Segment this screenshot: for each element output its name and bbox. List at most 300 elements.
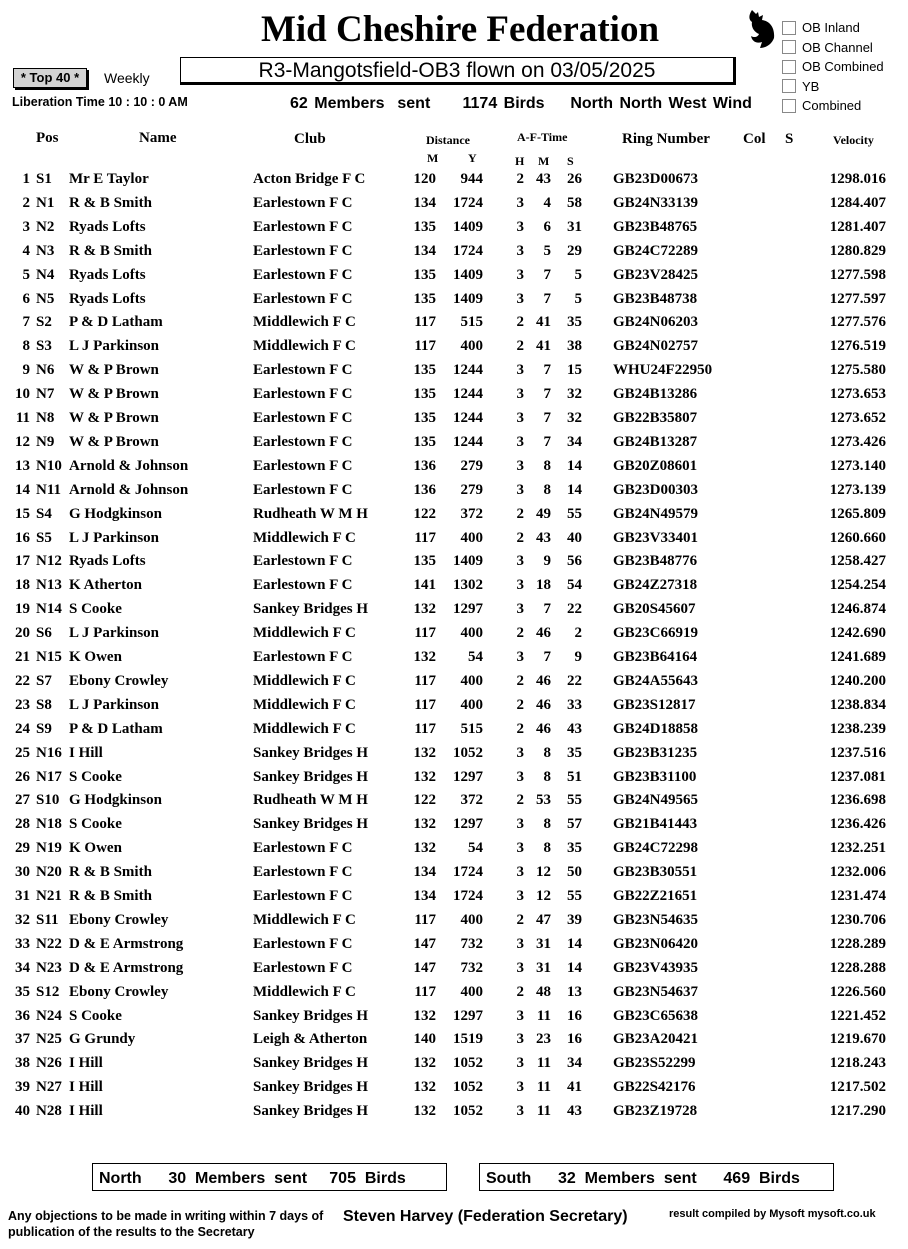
cell-pos: 8	[22, 338, 30, 355]
cell-seconds: 40	[567, 529, 582, 546]
table-row	[0, 697, 908, 721]
cell-dist-m: 117	[414, 720, 436, 737]
checkbox-ob-channel[interactable]	[782, 38, 884, 58]
cell-club: Earlestown F C	[253, 577, 353, 594]
cell-dist-m: 117	[414, 529, 436, 546]
cell-dist-y: 400	[460, 625, 483, 642]
checkbox-label: YB	[802, 78, 820, 94]
cell-velocity: 1284.407	[829, 194, 886, 211]
table-row	[0, 936, 908, 960]
cell-club: Earlestown F C	[253, 194, 353, 211]
cell-hours: 3	[516, 410, 524, 426]
period-label: Weekly	[104, 70, 150, 86]
cell-hours: 2	[516, 505, 524, 522]
cell-section: N19	[36, 840, 62, 857]
cell-ring: GB23B30551	[613, 864, 698, 881]
cell-dist-y: 1409	[453, 553, 483, 570]
cell-ring: GB23S52299	[613, 1055, 696, 1072]
checkbox-combined[interactable]	[782, 96, 884, 116]
cell-minutes: 8	[543, 481, 551, 498]
cell-club: Sankey Bridges H	[253, 1079, 369, 1096]
checkbox-ob-inland[interactable]	[782, 18, 884, 38]
cell-club: Earlestown F C	[253, 410, 353, 426]
cell-pos: 23	[15, 696, 30, 713]
cell-section: S7	[36, 672, 52, 689]
cell-dist-m: 120	[413, 171, 436, 187]
cell-name: K Owen	[69, 649, 122, 665]
cell-seconds: 43	[567, 1103, 582, 1120]
cell-dist-y: 400	[460, 672, 483, 689]
checkbox-box[interactable]	[782, 79, 796, 93]
cell-name: Arnold & Johnson	[69, 481, 189, 498]
cell-hours: 2	[516, 672, 524, 689]
cell-name: R & B Smith	[69, 194, 152, 211]
checkbox-box[interactable]	[782, 40, 796, 54]
col-aftime-header: A-F-Time	[517, 130, 568, 144]
cell-ring: GB23V28425	[613, 266, 699, 283]
cell-dist-m: 136	[413, 481, 436, 498]
cell-pos: 14	[15, 481, 30, 498]
cell-name: L J Parkinson	[69, 696, 160, 713]
cell-pos: 27	[15, 792, 30, 809]
cell-minutes: 46	[536, 625, 551, 642]
cell-hours: 3	[516, 290, 524, 307]
cell-dist-y: 732	[460, 959, 483, 976]
table-row	[0, 721, 908, 745]
cell-minutes: 11	[536, 1079, 551, 1096]
cell-name: I Hill	[69, 744, 103, 761]
cell-dist-y: 1297	[453, 1007, 483, 1024]
cell-name: R & B Smith	[69, 864, 152, 881]
cell-dist-y: 372	[460, 505, 483, 522]
table-row	[0, 649, 908, 673]
cell-section: S1	[36, 171, 52, 187]
table-row	[0, 1055, 908, 1079]
cell-name: D & E Armstrong	[69, 959, 184, 976]
cell-velocity: 1273.140	[829, 457, 886, 474]
cell-dist-m: 140	[413, 1031, 436, 1048]
cell-seconds: 54	[567, 577, 582, 594]
cell-dist-y: 1724	[453, 888, 483, 904]
race-title: R3-Mangotsfield-OB3 flown on 03/05/2025	[180, 57, 736, 85]
table-row	[0, 816, 908, 840]
cell-club: Sankey Bridges H	[253, 768, 369, 785]
cell-dist-y: 1409	[453, 290, 483, 307]
cell-velocity: 1277.597	[829, 290, 886, 307]
cell-dist-y: 400	[460, 338, 483, 355]
table-row	[0, 1103, 908, 1127]
table-row	[0, 458, 908, 482]
col-pos-header: Pos	[36, 130, 59, 146]
col-dist-m-header: M	[427, 151, 439, 165]
cell-ring: GB24B13287	[613, 433, 698, 450]
checkbox-box[interactable]	[782, 99, 796, 113]
cell-seconds: 33	[567, 696, 582, 713]
cell-name: K Atherton	[69, 577, 142, 594]
cell-ring: GB22B35807	[613, 410, 698, 426]
cell-name: L J Parkinson	[69, 625, 160, 642]
cell-hours: 3	[516, 935, 524, 952]
cell-dist-m: 136	[413, 457, 436, 474]
cell-club: Sankey Bridges H	[253, 1007, 369, 1024]
cell-ring: GB23B48776	[613, 553, 698, 570]
cell-name: L J Parkinson	[69, 338, 160, 355]
cell-hours: 3	[516, 266, 524, 283]
cell-velocity: 1275.580	[829, 362, 886, 379]
table-row	[0, 960, 908, 984]
cell-ring: GB23V43935	[613, 959, 699, 976]
cell-name: Ryads Lofts	[69, 553, 146, 570]
cell-hours: 2	[516, 720, 524, 737]
cell-pos: 10	[15, 386, 30, 403]
cell-club: Leigh & Atherton	[253, 1031, 368, 1048]
race-summary: 62 Members sent 1174 Birds North North West Wind	[290, 95, 752, 112]
cell-ring: GB23B31100	[613, 768, 697, 785]
table-row	[0, 769, 908, 793]
cell-ring: GB24N49579	[613, 505, 699, 522]
cell-pos: 38	[15, 1055, 30, 1072]
cell-section: N28	[36, 1103, 62, 1120]
cell-name: I Hill	[69, 1103, 103, 1120]
cell-dist-y: 1297	[453, 816, 483, 833]
cell-velocity: 1260.660	[829, 529, 886, 546]
cell-velocity: 1298.016	[829, 171, 886, 187]
objections-note: Any objections to be made in writing within 7 days of publication of the results to the Secretary	[8, 1209, 324, 1239]
cell-minutes: 43	[536, 171, 551, 187]
cell-pos: 25	[15, 744, 30, 761]
cell-dist-m: 134	[413, 888, 436, 904]
cell-pos: 30	[15, 864, 30, 881]
cell-dist-y: 1409	[453, 266, 483, 283]
table-row	[0, 601, 908, 625]
cell-minutes: 41	[536, 338, 551, 355]
table-row	[0, 506, 908, 530]
cell-dist-m: 117	[414, 672, 436, 689]
table-row	[0, 338, 908, 362]
cell-section: S6	[36, 625, 52, 642]
cell-section: N17	[36, 768, 62, 785]
cell-velocity: 1218.243	[829, 1055, 886, 1072]
cell-ring: GB24N49565	[613, 792, 699, 809]
cell-velocity: 1241.689	[829, 649, 886, 665]
cell-seconds: 26	[567, 171, 582, 187]
cell-dist-y: 732	[460, 935, 483, 952]
cell-hours: 3	[516, 888, 524, 904]
cell-velocity: 1240.200	[829, 672, 886, 689]
cell-seconds: 57	[567, 816, 582, 833]
cell-minutes: 46	[536, 672, 551, 689]
liberation-time: Liberation Time 10 : 10 : 0 AM	[12, 95, 188, 109]
cell-dist-y: 1724	[453, 194, 483, 211]
cell-hours: 3	[516, 362, 524, 379]
table-row	[0, 267, 908, 291]
cell-name: G Hodgkinson	[69, 792, 162, 809]
cell-ring: GB24D18858	[613, 720, 699, 737]
cell-dist-y: 400	[460, 983, 483, 1000]
cell-minutes: 43	[536, 529, 551, 546]
cell-velocity: 1242.690	[829, 625, 886, 642]
checkbox-ob-combined[interactable]	[782, 57, 884, 77]
cell-minutes: 46	[536, 720, 551, 737]
cell-velocity: 1246.874	[829, 601, 886, 618]
cell-seconds: 35	[567, 744, 582, 761]
cell-hours: 3	[516, 218, 524, 235]
cell-pos: 12	[15, 433, 30, 450]
cell-ring: GB24N33139	[613, 194, 699, 211]
secretary-name: Steven Harvey (Federation Secretary)	[343, 1208, 628, 1225]
cell-ring: GB24N06203	[613, 314, 699, 331]
cell-club: Sankey Bridges H	[253, 816, 369, 833]
cell-dist-y: 279	[460, 457, 483, 474]
table-row	[0, 482, 908, 506]
cell-seconds: 16	[567, 1031, 582, 1048]
checkbox-label: OB Combined	[802, 59, 884, 75]
col-s-header: S	[567, 154, 574, 168]
cell-velocity: 1221.452	[829, 1007, 886, 1024]
cell-dist-m: 147	[413, 959, 436, 976]
cell-dist-y: 515	[460, 314, 483, 331]
race-type-checkboxes	[782, 18, 884, 116]
cell-dist-y: 1519	[453, 1031, 483, 1048]
cell-club: Earlestown F C	[253, 481, 353, 498]
cell-hours: 2	[516, 171, 524, 187]
cell-dist-y: 1244	[453, 433, 483, 450]
cell-hours: 2	[516, 338, 524, 355]
table-row	[0, 219, 908, 243]
cell-ring: GB23V33401	[613, 529, 699, 546]
cell-seconds: 29	[567, 242, 582, 259]
cell-section: N15	[36, 649, 62, 665]
cell-minutes: 5	[543, 242, 551, 259]
cell-hours: 3	[516, 864, 524, 881]
cell-velocity: 1280.829	[829, 242, 886, 259]
cell-pos: 1	[22, 171, 30, 187]
cell-seconds: 34	[567, 1055, 582, 1072]
cell-club: Rudheath W M H	[253, 792, 368, 809]
checkbox-box[interactable]	[782, 21, 796, 35]
cell-section: N16	[36, 744, 62, 761]
cell-minutes: 48	[536, 983, 551, 1000]
cell-dist-y: 515	[460, 720, 483, 737]
cell-pos: 35	[15, 983, 30, 1000]
cell-velocity: 1277.576	[829, 314, 886, 331]
cell-pos: 2	[22, 194, 30, 211]
cell-name: I Hill	[69, 1079, 103, 1096]
cell-section: N27	[36, 1079, 62, 1096]
cell-pos: 13	[15, 457, 30, 474]
cell-section: N18	[36, 816, 62, 833]
cell-hours: 3	[516, 242, 524, 259]
cell-seconds: 55	[567, 792, 582, 809]
cell-velocity: 1265.809	[829, 505, 886, 522]
cell-dist-y: 944	[460, 171, 483, 187]
cell-name: W & P Brown	[69, 386, 159, 403]
cell-minutes: 31	[536, 959, 551, 976]
cell-seconds: 14	[567, 481, 582, 498]
cell-seconds: 50	[567, 864, 582, 881]
cell-pos: 9	[22, 362, 30, 379]
cell-ring: GB24Z27318	[613, 577, 698, 594]
cell-seconds: 43	[567, 720, 582, 737]
cell-seconds: 5	[574, 266, 582, 283]
cell-minutes: 47	[536, 911, 551, 928]
cell-name: S Cooke	[69, 816, 122, 833]
cell-hours: 3	[516, 744, 524, 761]
cell-seconds: 38	[567, 338, 582, 355]
cell-club: Middlewich F C	[253, 983, 356, 1000]
cell-club: Earlestown F C	[253, 935, 353, 952]
cell-section: N13	[36, 577, 62, 594]
cell-ring: GB24A55643	[613, 672, 699, 689]
cell-minutes: 7	[543, 433, 551, 450]
cell-dist-m: 135	[413, 433, 436, 450]
cell-pos: 39	[15, 1079, 30, 1096]
cell-club: Sankey Bridges H	[253, 1055, 369, 1072]
cell-club: Middlewich F C	[253, 696, 356, 713]
cell-ring: GB23N54637	[613, 983, 699, 1000]
cell-minutes: 8	[543, 816, 551, 833]
cell-club: Sankey Bridges H	[253, 1103, 369, 1120]
bird-logo-icon	[744, 8, 778, 50]
cell-velocity: 1258.427	[829, 553, 886, 570]
cell-seconds: 55	[567, 505, 582, 522]
checkbox-yb[interactable]	[782, 77, 884, 97]
cell-dist-m: 132	[413, 601, 436, 618]
table-row	[0, 530, 908, 554]
cell-dist-y: 1302	[453, 577, 483, 594]
cell-name: W & P Brown	[69, 410, 159, 426]
cell-minutes: 49	[536, 505, 551, 522]
cell-name: P & D Latham	[69, 314, 163, 331]
cell-minutes: 8	[543, 744, 551, 761]
cell-ring: GB23D00673	[613, 171, 699, 187]
cell-club: Sankey Bridges H	[253, 601, 369, 618]
table-row	[0, 792, 908, 816]
cell-dist-m: 117	[414, 625, 436, 642]
cell-seconds: 14	[567, 959, 582, 976]
cell-club: Middlewich F C	[253, 338, 356, 355]
cell-pos: 17	[15, 553, 30, 570]
table-row	[0, 840, 908, 864]
cell-hours: 3	[516, 577, 524, 594]
table-row	[0, 577, 908, 601]
cell-dist-y: 400	[460, 529, 483, 546]
cell-dist-y: 1244	[453, 386, 483, 403]
cell-section: N26	[36, 1055, 62, 1072]
cell-section: S9	[36, 720, 52, 737]
cell-section: N21	[36, 888, 62, 904]
cell-minutes: 6	[543, 218, 551, 235]
cell-club: Earlestown F C	[253, 362, 353, 379]
table-row	[0, 888, 908, 912]
cell-name: Ryads Lofts	[69, 290, 146, 307]
cell-club: Earlestown F C	[253, 218, 353, 235]
cell-club: Earlestown F C	[253, 649, 353, 665]
cell-name: R & B Smith	[69, 888, 152, 904]
cell-section: N8	[36, 410, 55, 426]
cell-seconds: 34	[567, 433, 582, 450]
cell-section: N6	[36, 362, 55, 379]
cell-velocity: 1237.516	[829, 744, 886, 761]
cell-name: Ryads Lofts	[69, 218, 146, 235]
cell-dist-m: 135	[413, 290, 436, 307]
cell-dist-y: 279	[460, 481, 483, 498]
table-row	[0, 864, 908, 888]
cell-pos: 16	[15, 529, 30, 546]
cell-velocity: 1236.698	[829, 792, 886, 809]
cell-dist-y: 400	[460, 696, 483, 713]
cell-velocity: 1236.426	[829, 816, 886, 833]
cell-hours: 3	[516, 601, 524, 618]
cell-seconds: 5	[574, 290, 582, 307]
cell-ring: GB23B64164	[613, 649, 698, 665]
cell-seconds: 14	[567, 457, 582, 474]
cell-hours: 3	[516, 768, 524, 785]
cell-seconds: 51	[567, 768, 582, 785]
table-row	[0, 195, 908, 219]
cell-section: N7	[36, 386, 55, 403]
cell-section: S10	[36, 792, 60, 809]
cell-pos: 19	[15, 601, 30, 618]
cell-velocity: 1238.239	[829, 720, 886, 737]
cell-ring: GB23B31235	[613, 744, 698, 761]
cell-velocity: 1277.598	[829, 266, 886, 283]
cell-name: Ryads Lofts	[69, 266, 146, 283]
cell-minutes: 23	[536, 1031, 551, 1048]
cell-velocity: 1231.474	[829, 888, 886, 904]
cell-section: N11	[36, 481, 62, 498]
cell-dist-y: 400	[460, 911, 483, 928]
cell-section: N1	[36, 194, 55, 211]
cell-dist-m: 117	[414, 983, 436, 1000]
cell-dist-m: 135	[413, 266, 436, 283]
cell-section: N5	[36, 290, 55, 307]
cell-dist-m: 117	[414, 696, 436, 713]
cell-minutes: 11	[536, 1055, 551, 1072]
cell-section: S2	[36, 314, 52, 331]
checkbox-box[interactable]	[782, 60, 796, 74]
cell-minutes: 12	[536, 864, 551, 881]
cell-hours: 2	[516, 983, 524, 1000]
cell-dist-m: 135	[413, 362, 436, 379]
checkbox-label: OB Channel	[802, 39, 873, 55]
cell-club: Earlestown F C	[253, 553, 353, 570]
cell-section: N14	[36, 601, 62, 618]
cell-hours: 3	[516, 1007, 524, 1024]
cell-section: N9	[36, 433, 55, 450]
cell-dist-m: 132	[413, 649, 436, 665]
cell-seconds: 56	[567, 553, 582, 570]
cell-pos: 5	[22, 266, 30, 283]
cell-club: Acton Bridge F C	[253, 171, 366, 187]
cell-dist-y: 1409	[453, 218, 483, 235]
cell-name: D & E Armstrong	[69, 935, 184, 952]
cell-hours: 3	[516, 1031, 524, 1048]
cell-name: S Cooke	[69, 1007, 122, 1024]
cell-dist-y: 1297	[453, 601, 483, 618]
south-summary-box: South 32 Members sent 469 Birds	[479, 1163, 834, 1191]
top40-badge: * Top 40 *	[13, 68, 87, 88]
cell-section: N2	[36, 218, 55, 235]
cell-pos: 29	[15, 840, 30, 857]
cell-seconds: 22	[567, 672, 582, 689]
cell-minutes: 8	[543, 840, 551, 857]
cell-velocity: 1273.653	[829, 386, 886, 403]
cell-dist-y: 1052	[453, 1055, 483, 1072]
cell-club: Earlestown F C	[253, 959, 353, 976]
cell-club: Earlestown F C	[253, 433, 353, 450]
cell-name: W & P Brown	[69, 362, 159, 379]
